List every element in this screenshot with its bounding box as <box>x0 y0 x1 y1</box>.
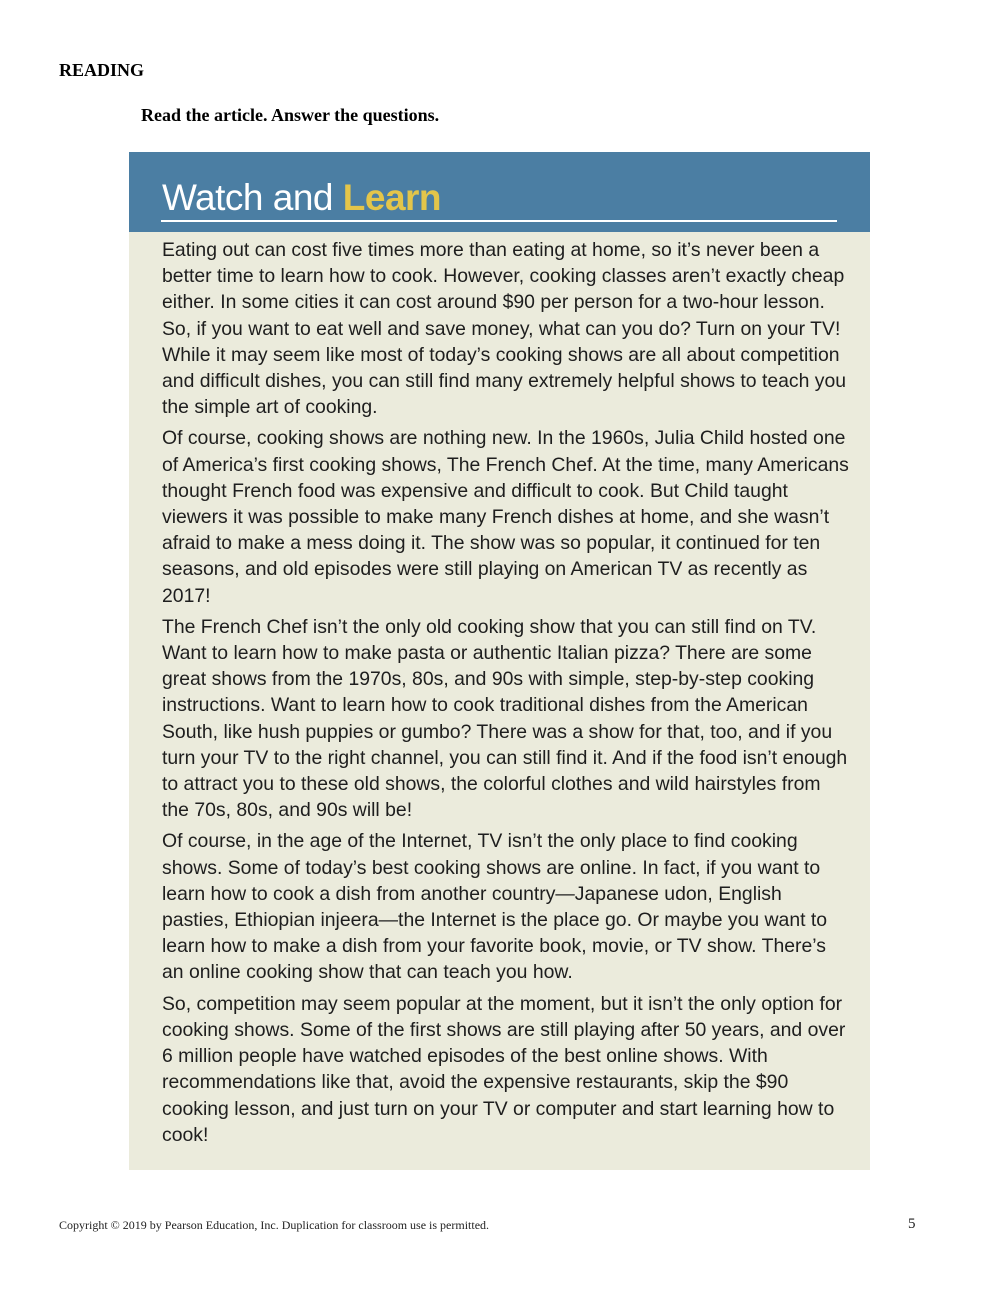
section-heading: READING <box>59 60 145 80</box>
page-number: 5 <box>908 1216 916 1232</box>
article-paragraph-2: Of course, cooking shows are nothing new. In the 1960s, Julia Child hosted one of America’s first cooking shows, The French Chef. At the time, many Americans thought French food was expensive and difficult to cook. But Child taught viewers it was possible to make many French dishes at home, and she wasn’t afraid to make a mess doing it. The show was so popular, it continued for ten seasons, and old episodes were still playing on American TV as recently as 2017! <box>162 427 849 607</box>
footer-copyright: Copyright © 2019 by Pearson Education, Inc. Duplication for classroom use is permitted. <box>59 1218 490 1232</box>
title-underline-rule <box>161 220 837 222</box>
article-title-highlight: Learn <box>342 177 442 218</box>
article-banner <box>129 152 870 232</box>
instructions: Read the article. Answer the questions. <box>141 105 440 125</box>
article-body <box>162 237 852 1153</box>
article-box <box>129 152 870 1170</box>
article-title <box>162 176 441 220</box>
article-title-plain: Watch and <box>162 177 343 218</box>
article-paragraph-5: So, competition may seem popular at the moment, but it isn’t the only option for cooking shows. Some of the first shows are still playing after 50 years, and over 6 million people have watched episodes of the best online shows. With recommendations like that, avoid the expensive restaurants, skip the $90 cooking lesson, and just turn on your TV or computer and start learning how to cook! <box>162 992 846 1146</box>
article-paragraph-4: Of course, in the age of the Internet, TV isn’t the only place to find cooking shows. Some of today’s best cooking shows are online. In fact, if you want to learn how to cook a dish from another country—Japanese udon, English pasties, Ethiopian injeera—the Internet is the place go. Or maybe you want to learn how to make a dish from your favorite book, movie, or TV show. There’s an online cooking show that can teach you how. <box>162 830 828 984</box>
article-paragraph-3: The French Chef isn’t the only old cooking show that you can still find on TV. Want to learn how to make pasta or authentic Italian pizza? There are some great shows from the 1970s, 80s, and 90s with simple, step-by-step cooking instructions. Want to learn how to cook traditional dishes from the American South, like hush puppies or gumbo? There was a show for that, too, and if you turn your TV to the right channel, you can still find it. And if the food isn’t enough to attract you to these old shows, the colorful clothes and wild hairstyles from the 70s, 80s, and 90s will be! <box>162 615 848 822</box>
article-paragraph-1: Eating out can cost five times more than eating at home, so it’s never been a better time to learn how to cook. However, cooking classes aren’t exactly cheap either. In some cities it can cost around $90 per person for a two-hour lesson. So, if you want to eat well and save money, what can you do? Turn on your TV! While it may seem like most of today’s cooking shows are all about competition and difficult dishes, you can still find many extremely helpful shows to teach you the simple art of cooking. <box>162 239 847 419</box>
